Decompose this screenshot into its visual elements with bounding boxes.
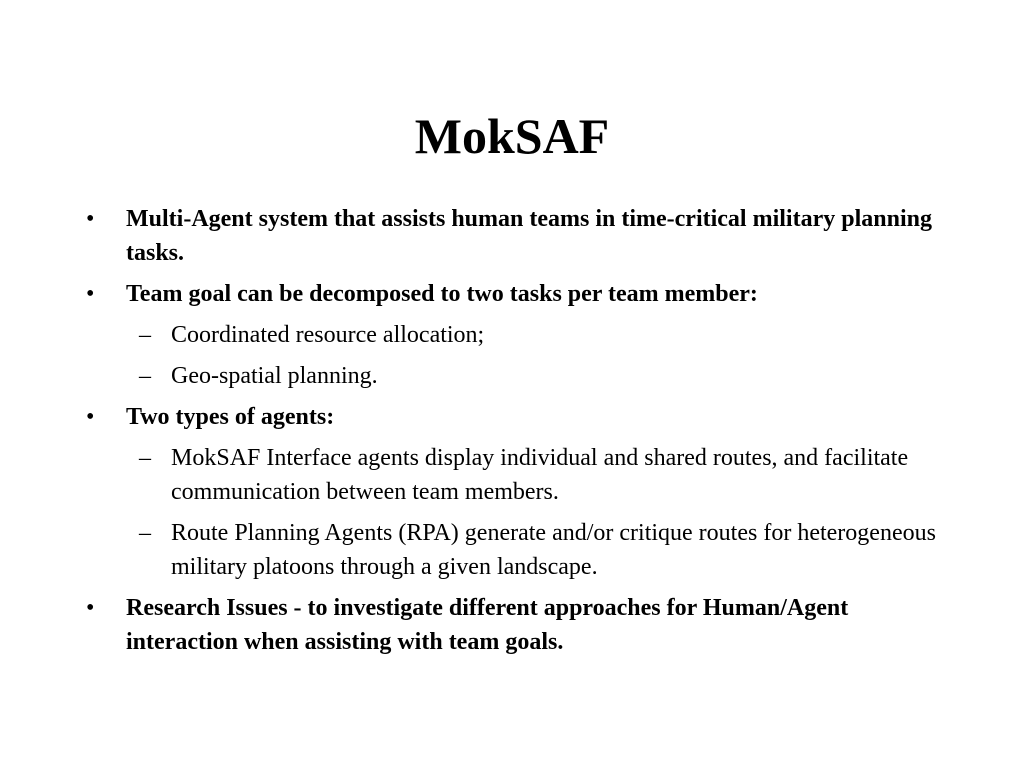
bullet-marker: •	[86, 206, 95, 232]
sub-bullet-item	[86, 318, 966, 352]
sub-bullet-item	[86, 516, 966, 584]
sub-bullet-marker: –	[139, 322, 151, 348]
sub-bullet-text: Coordinated resource allocation;	[171, 322, 485, 348]
bullet-text: Research Issues - to investigate different approaches for Human/Agent interaction when assisting with team goals.	[126, 595, 849, 655]
slide-title: MokSAF	[414, 108, 610, 164]
sub-bullet-marker: –	[139, 520, 151, 546]
bullet-text: Multi-Agent system that assists human teams in time-critical military planning tasks.	[126, 206, 932, 266]
sub-bullet-item	[86, 441, 966, 509]
bullet-marker: •	[86, 281, 95, 307]
sub-bullet-item	[86, 359, 966, 393]
bullet-item	[86, 202, 966, 270]
bullet-item	[86, 277, 966, 311]
sub-bullet-marker: –	[139, 363, 151, 389]
bullet-marker: •	[86, 595, 95, 621]
bullet-list	[86, 202, 966, 666]
bullet-text: Two types of agents:	[126, 404, 335, 430]
bullet-item	[86, 400, 966, 434]
bullet-item	[86, 591, 966, 659]
bullet-text: Team goal can be decomposed to two tasks per team member:	[126, 281, 758, 307]
sub-bullet-text: MokSAF Interface agents display individual and shared routes, and facilitate communication between team members.	[171, 445, 909, 505]
bullet-marker: •	[86, 404, 95, 430]
sub-bullet-marker: –	[139, 445, 151, 471]
sub-bullet-text: Route Planning Agents (RPA) generate and/or critique routes for heterogeneous military platoons through a given landscape.	[171, 520, 936, 580]
sub-bullet-text: Geo-spatial planning.	[171, 363, 378, 389]
